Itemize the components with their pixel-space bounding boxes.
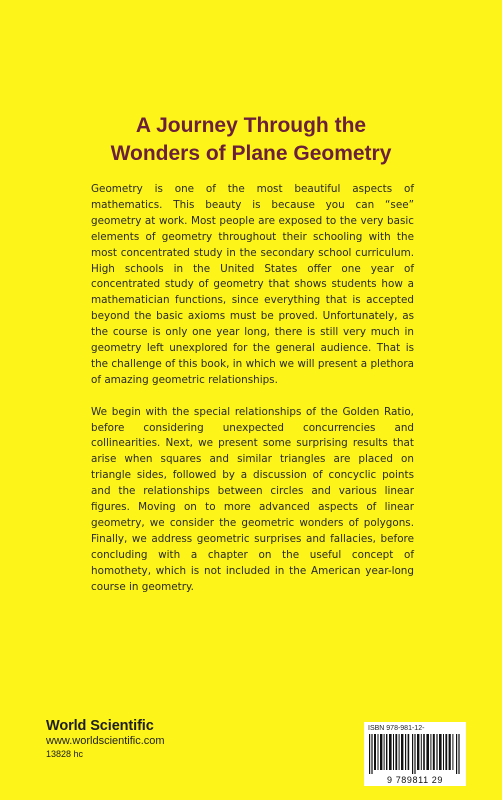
blurb-paragraph-1: Geometry is one of the most beautiful aspects of mathematics. This beauty is because you can “see” geometry at work. Most people are exposed to the very basic elements of geometry throughout their schooling with the most concentrated study in the secondary school curriculum. High schools in the United States offer one year of concentrated study of geometry that shows students how a mathematician functions, since everything that is accepted beyond the basic axioms must be proved. Unfortunately, as the course is only one year long, there is still very much in geometry left unexplored for the general audience. That is the challenge of this book, in which we will present a plethora of amazing geometric relationships. [91,183,414,386]
barcode-digits: 9 789811 29 [387,775,443,785]
publisher-name: World Scientific [46,718,154,734]
title-line-2: Wonders of Plane Geometry [110,142,392,165]
publisher-block [46,718,165,760]
title-line-1: A Journey Through the [135,114,367,137]
publisher-url: www.worldscientific.com [46,735,165,747]
catalog-code: 13828 hc [46,749,84,759]
isbn-label: ISBN 978-981-12- [368,725,425,732]
book-title [0,112,502,168]
blurb [91,182,414,611]
barcode-bars [369,734,461,774]
barcode [364,722,466,786]
blurb-paragraph-2: We begin with the special relationships of the Golden Ratio, before considering unexpected concurrencies and collinearities. Next, we present some surprising results that arise when squares and similar triangles are placed on triangle sides, followed by a discussion of concyclic points and the relationships between circles and various linear figures. Moving on to more advanced aspects of linear geometry, we consider the geometric wonders of polygons. Finally, we address geometric surprises and fallacies, before concluding with a chapter on the useful concept of homothety, which is not included in the American year-long course in geometry. [91,405,414,593]
